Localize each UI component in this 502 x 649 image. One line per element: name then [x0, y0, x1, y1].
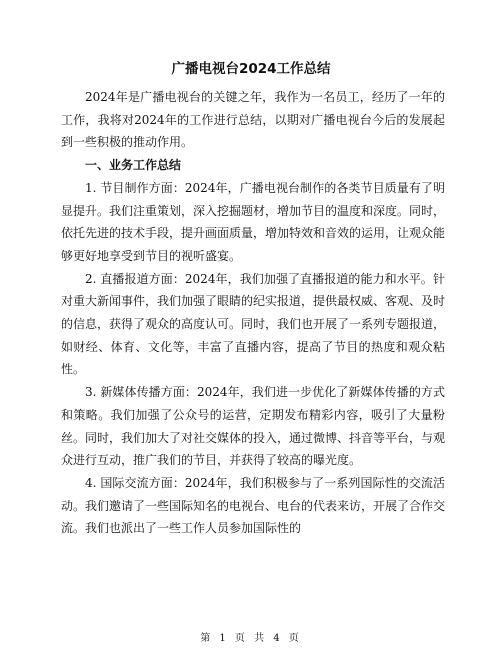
item-paragraph-1: 1. 节目制作方面：2024年，广播电视台制作的各类节目质量有了明显提升。我们注重策划，深入挖掘题材，增加节目的温度和深度。同时，依托先进的技术手段，提升画面质量，增加特效和音效的运用，让观众能够更好地享受到节目的视听盛宴。	[61, 180, 446, 263]
intro-paragraph: 2024年是广播电视台的关键之年，我作为一名员工，经历了一年的工作，我将对2024年的工作进行总结，以期对广播电视台今后的发展起到一些积极的推动作用。	[61, 90, 445, 150]
item-paragraph-4: 4. 国际交流方面：2024年，我们积极参与了一系列国际性的交流活动。我们邀请了一些国际知名的电视台、电台的代表来访，开展了合作交流。我们也派出了一些工作人员参加国际性的	[61, 475, 446, 536]
section-heading: 一、业务工作总结	[85, 158, 182, 173]
document-title: 广播电视台2024工作总结	[171, 61, 331, 77]
item-paragraph-3: 3. 新媒体传播方面：2024年，我们进一步优化了新媒体传播的方式和策略。我们加强了公众号的运营，定期发布精彩内容，吸引了大量粉丝。同时，我们加大了对社交媒体的投入，通过微博、抖音等平台，与观众进行互动，推广我们的节目，并获得了较高的曝光度。	[61, 385, 446, 468]
document-body	[61, 86, 445, 540]
item-paragraph-2: 2. 直播报道方面：2024年，我们加强了直播报道的能力和水平。针对重大新闻事件，我们加强了眼睛的纪实报道，提供最权威、客观、及时的信息，获得了观众的高度认可。同时，我们也开展了一系列专题报道，如财经、体育、文化等，丰富了直播内容，提高了节目的热度和观众粘性。	[61, 271, 446, 377]
page-number-footer: 第 1 页 共 4 页	[200, 633, 302, 644]
